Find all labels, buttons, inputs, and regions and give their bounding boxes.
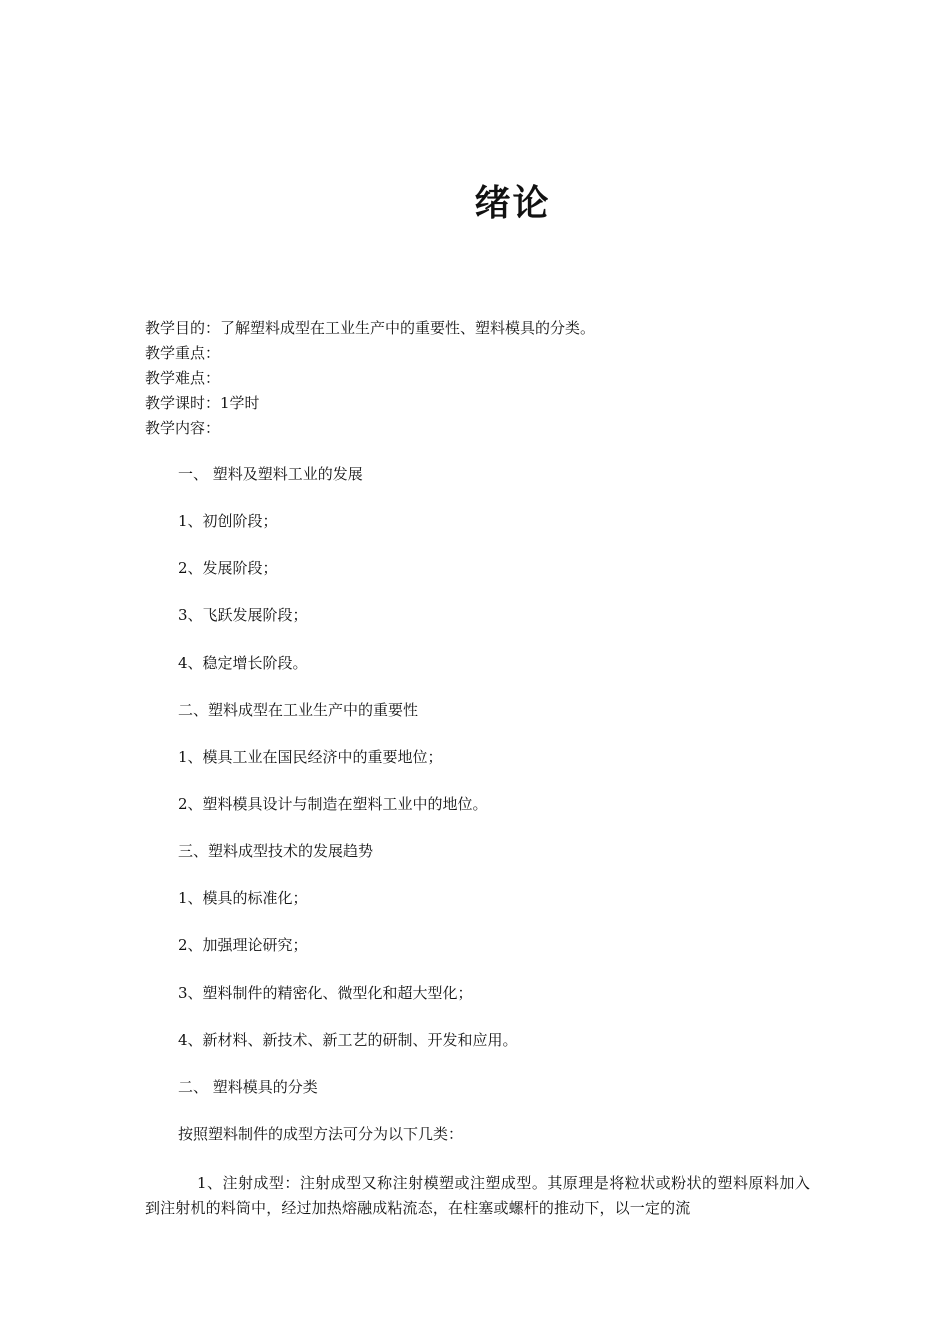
section-heading: 二、 塑料模具的分类: [178, 1077, 318, 1096]
list-item: 3、塑料制件的精密化、微型化和超大型化；: [178, 983, 473, 1002]
teaching-objective: 教学目的：了解塑料成型在工业生产中的重要性、塑料模具的分类。: [145, 319, 596, 337]
list-item: 2、塑料模具设计与制造在塑料工业中的地位。: [178, 794, 488, 813]
list-item: 4、稳定增长阶段。: [178, 653, 308, 672]
lesson-meta: [145, 316, 825, 441]
list-item: 3、飞跃发展阶段；: [178, 606, 308, 625]
list-item: 2、发展阶段；: [178, 559, 278, 578]
list-item: 1、初创阶段；: [178, 512, 278, 531]
section-heading: 三、塑料成型技术的发展趋势: [178, 842, 374, 861]
section-heading: 一、 塑料及塑料工业的发展: [178, 465, 363, 483]
document-title: 绪论: [474, 182, 551, 224]
teaching-hours: 教学课时：1学时: [145, 394, 260, 412]
teaching-key-points: 教学重点：: [145, 344, 221, 362]
content-outline: [178, 462, 818, 1169]
teaching-difficulties: 教学难点：: [145, 369, 221, 387]
list-item: 4、新材料、新技术、新工艺的研制、开发和应用。: [178, 1030, 518, 1049]
body-paragraph: 1、注射成型：注射成型又称注射模塑或注塑成型。其原理是将粒状或粉状的塑料原料加入到注射机的料筒中，经过加热熔融成粘流态，在柱塞或螺杆的推动下，以一定的流: [145, 1174, 810, 1217]
list-item: 2、加强理论研究；: [178, 936, 308, 955]
list-item: 1、模具工业在国民经济中的重要地位；: [178, 747, 443, 766]
section-heading: 二、塑料成型在工业生产中的重要性: [178, 700, 419, 719]
intro-sentence: 按照塑料制件的成型方法可分为以下几类：: [178, 1124, 464, 1143]
teaching-content: 教学内容：: [145, 419, 221, 437]
list-item: 1、模具的标准化；: [178, 889, 308, 908]
